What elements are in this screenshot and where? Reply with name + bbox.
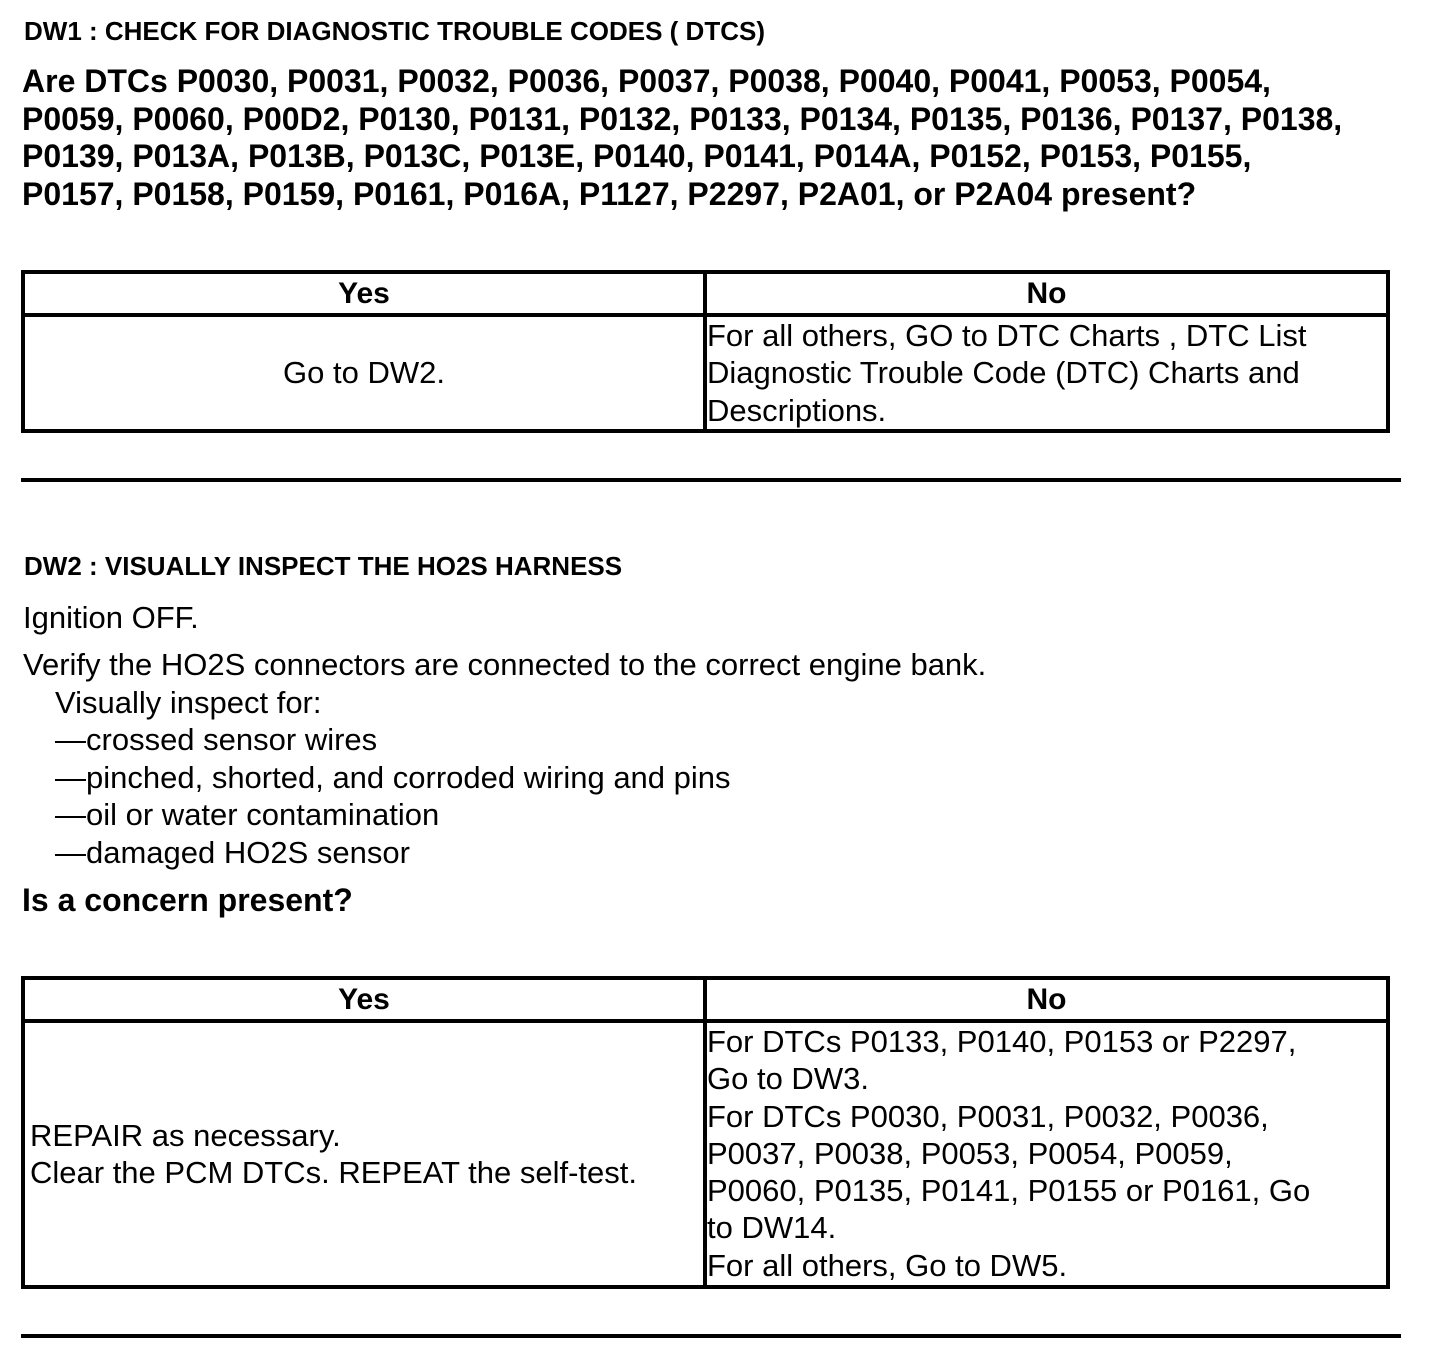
dw2-inspect-item: —damaged HO2S sensor (55, 835, 410, 870)
dw2-step-ignition: Ignition OFF. (23, 600, 199, 635)
dw2-inspect-item: —oil or water contamination (55, 797, 440, 832)
dw1-no-header: No (705, 272, 1388, 315)
dw1-table-body-row (23, 315, 1388, 431)
dw1-no-cell (705, 315, 1388, 431)
dw1-no-line: Diagnostic Trouble Code (DTC) Charts and (707, 355, 1300, 391)
dw2-yes-header: Yes (23, 978, 705, 1021)
dw2-yes-line: REPAIR as necessary. (30, 1118, 341, 1153)
dw1-yes-cell (23, 315, 705, 431)
dw2-no-line: Go to DW3. (707, 1061, 869, 1097)
dw2-inspect-intro: Visually inspect for: (55, 685, 322, 720)
dw1-question-line: P0059, P0060, P00D2, P0130, P0131, P0132, P0133, P0134, P0135, P0136, P0137, P0138, (22, 100, 1343, 137)
dw2-yes-cell (23, 1021, 705, 1287)
dw2-yes-no-table (21, 976, 1390, 1289)
dw1-question (22, 63, 1412, 213)
dw2-question: Is a concern present? (22, 882, 353, 918)
dw2-inspect-item: —crossed sensor wires (55, 722, 378, 757)
dw2-no-line: P0037, P0038, P0053, P0054, P0059, (707, 1135, 1233, 1171)
dw1-yes-text: Go to DW2. (283, 355, 445, 390)
dw1-title: DW1 : CHECK FOR DIAGNOSTIC TROUBLE CODES ( DTCS) (24, 16, 765, 46)
dw2-inspect-item: —pinched, shorted, and corroded wiring and pins (55, 760, 731, 795)
dw2-title: DW2 : VISUALLY INSPECT THE HO2S HARNESS (24, 551, 623, 581)
section-divider (21, 1334, 1401, 1338)
dw2-table-header-row (23, 978, 1388, 1021)
dw2-no-cell (705, 1021, 1388, 1287)
dw1-question-line: Are DTCs P0030, P0031, P0032, P0036, P0037, P0038, P0040, P0041, P0053, P0054, (22, 63, 1271, 99)
dw1-no-line: For all others, GO to DTC Charts , DTC List (707, 318, 1307, 353)
dw2-no-header: No (705, 978, 1388, 1021)
dw2-yes-line: Clear the PCM DTCs. REPEAT the self-test. (30, 1155, 637, 1190)
dw1-yes-header: Yes (23, 272, 705, 315)
dw2-no-line: For DTCs P0030, P0031, P0032, P0036, (707, 1098, 1269, 1134)
dw2-no-line: For all others, Go to DW5. (707, 1247, 1068, 1283)
dw2-no-line: to DW14. (707, 1210, 837, 1246)
dw1-no-line: Descriptions. (707, 392, 887, 428)
dw2-step-verify: Verify the HO2S connectors are connected to the correct engine bank. (23, 647, 987, 682)
dw1-yes-no-table (21, 270, 1390, 433)
dw2-no-line: P0060, P0135, P0141, P0155 or P0161, Go (707, 1173, 1311, 1209)
section-divider (21, 478, 1401, 482)
dw2-no-line: For DTCs P0133, P0140, P0153 or P2297, (707, 1024, 1297, 1059)
dw1-question-line: P0139, P013A, P013B, P013C, P013E, P0140, P0141, P014A, P0152, P0153, P0155, (22, 138, 1252, 174)
dw1-table-header-row (23, 272, 1388, 315)
dw1-question-line: P0157, P0158, P0159, P0161, P016A, P1127, P2297, P2A01, or P2A04 present? (22, 175, 1197, 212)
dw2-table-body-row (23, 1021, 1388, 1287)
